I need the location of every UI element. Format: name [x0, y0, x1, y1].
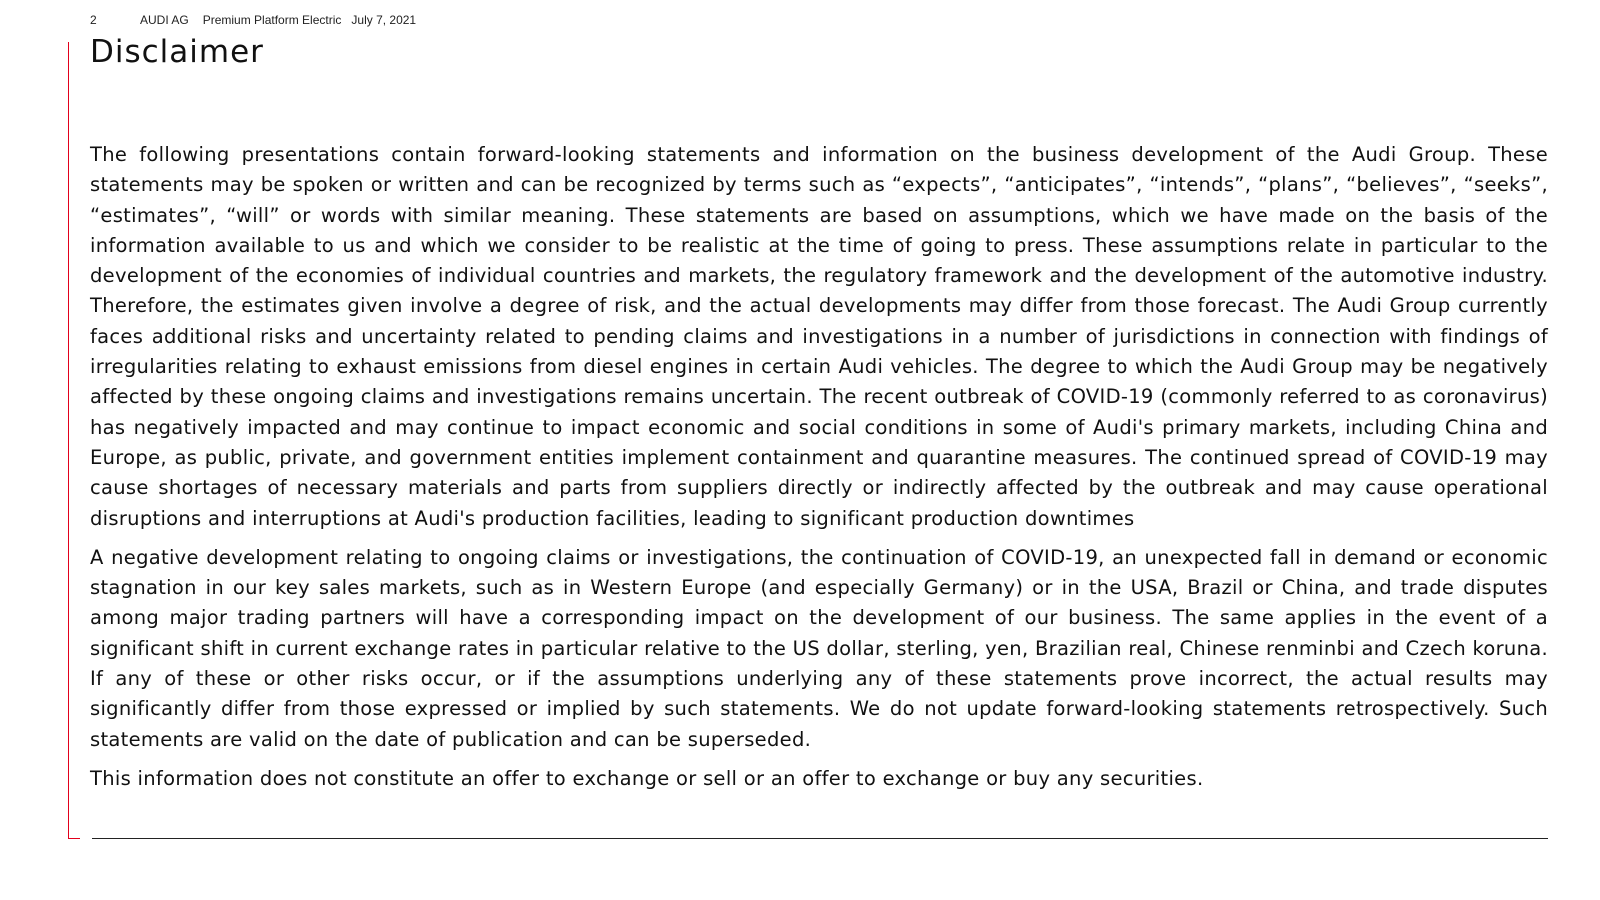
page-header	[90, 12, 416, 28]
disclaimer-paragraph: A negative development relating to ongoing claims or investigations, the continuation of COVID-19, an unexpected fall in demand or economic stagnation in our key sales markets, such as in Western Europe (and especially Germany) or in the USA, Brazil or China, and trade disputes among major trading partners will have a corresponding impact on the development of our business. The same applies in the event of a significant shift in current exchange rates in particular relative to the US dollar, sterling, yen, Brazilian real, Chinese renminbi and Czech koruna. If any of these or other risks occur, or if the assumptions underlying any of these statements prove incorrect, the actual results may significantly differ from those expressed or implied by such statements. We do not update forward-looking statements retrospectively. Such statements are valid on the date of publication and can be superseded.	[90, 545, 1548, 751]
page-title: Disclaimer	[90, 34, 264, 70]
red-accent-line	[68, 42, 69, 839]
header-date: July 7, 2021	[351, 13, 417, 27]
project-name: Premium Platform Electric	[202, 13, 342, 27]
disclaimer-paragraph: The following presentations contain forward-looking statements and information on the business development of the Audi Group. These statements may be spoken or written and can be recognized by terms such as “expects”, “anticipates”, “intends”, “plans”, “believes”, “seeks”, “estimates”, “will” or words with similar meaning. These statements are based on assumptions, which we have made on the basis of the information available to us and which we consider to be realistic at the time of going to press. These assumptions relate in particular to the development of the economies of individual countries and markets, the regulatory framework and the development of the automotive industry. Therefore, the estimates given involve a degree of risk, and the actual developments may differ from those forecast. The Audi Group currently faces additional risks and uncertainty related to pending claims and investigations in a number of jurisdictions in connection with findings of irregularities relating to exhaust emissions from diesel engines in certain Audi vehicles. The degree to which the Audi Group may be negatively affected by these ongoing claims and investigations remains uncertain. The recent outbreak of COVID-19 (commonly referred to as coronavirus) has negatively impacted and may continue to impact economic and social conditions in some of Audi's primary markets, including China and Europe, as public, private, and government entities implement containment and quarantine measures. The continued spread of COVID-19 may cause shortages of necessary materials and parts from suppliers directly or indirectly affected by the outbreak and may cause operational disruptions and interruptions at Audi's production facilities, leading to significant production downtimes	[90, 143, 1548, 530]
red-accent-foot	[68, 838, 80, 839]
bottom-divider	[92, 838, 1548, 839]
disclaimer-body	[90, 140, 1548, 803]
company-name: AUDI AG	[140, 13, 189, 27]
disclaimer-paragraph: This information does not constitute an offer to exchange or sell or an offer to exchange or buy any securities.	[90, 766, 1204, 790]
page-number: 2	[90, 13, 97, 27]
